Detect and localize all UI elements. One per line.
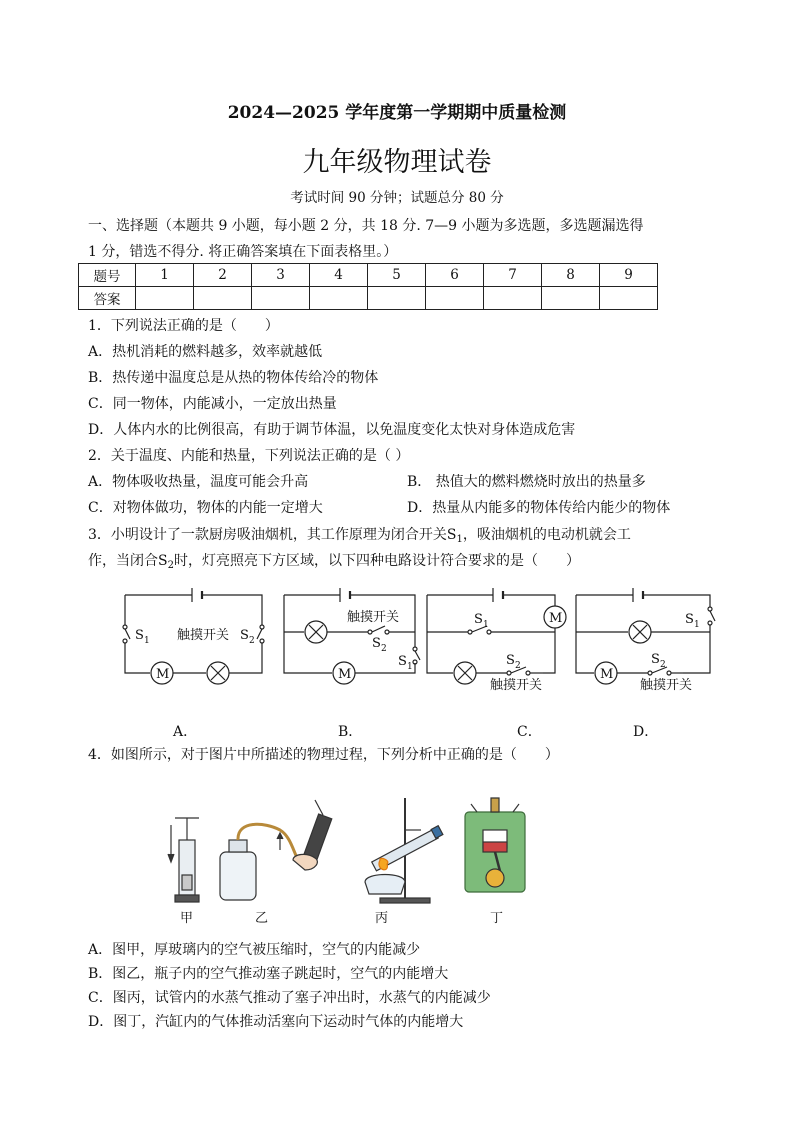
svg-text:S: S [240,628,249,643]
q3-option-a-label: A． [173,724,198,740]
circuit-b-labels [338,609,413,682]
svg-text:触摸开关: 触摸开关 [640,678,693,693]
q2-option-d: D．热量从内能多的物体传给内能少的物体 [407,500,671,516]
table-cell-number: 5 [368,264,426,287]
q4-option-b: B．图乙，瓶子内的空气推动塞子跳起时，空气的内能增大 [88,966,449,982]
compression-cylinder-icon [168,818,199,902]
q1-option-b: B．热传递中温度总是从热的物体传给冷的物体 [88,370,379,386]
q3-circuit-diagrams [110,585,730,695]
circuit-c-labels [474,611,562,693]
row-label-number: 题号 [79,264,136,287]
table-row-answers [79,287,658,310]
q3-stem-line1: 3．小明设计了一款厨房吸油烟机，其工作原理为闭合开关$S_1$，吸油烟机的电动机就会工 [88,527,631,545]
svg-text:M: M [600,667,614,682]
svg-text:S: S [685,612,694,627]
exam-info: 考试时间 90 分钟；试题总分 80 分 [290,190,504,206]
section-instruction-line2: 1 分，错选不得分. 将正确答案填在下面表格里。） [88,244,398,260]
answer-table [78,263,658,310]
section-instruction-line1: 一、选择题（本题共 9 小题，每小题 2 分，共 18 分. 7—9 小题为多选题，多选题漏选得 [88,218,644,234]
table-cell-number: 2 [194,264,252,287]
q2-stem: 2．关于温度、内能和热量，下列说法正确的是（ ） [88,448,410,464]
circuit-d-labels [600,612,700,693]
svg-text:1: 1 [694,620,700,630]
q1-stem: 1．下列说法正确的是（ ） [88,318,279,334]
svg-text:2: 2 [660,660,666,670]
svg-text:S: S [135,628,144,643]
svg-text:2: 2 [249,636,255,646]
svg-text:S: S [474,612,483,627]
bottle-pump-icon [220,800,332,900]
svg-text:M: M [549,611,563,626]
svg-text:S: S [651,652,660,667]
q3-option-b-label: B． [338,724,363,740]
circuit-c [427,588,566,684]
test-tube-burner-icon [365,798,443,903]
q3-option-c-label: C． [517,724,542,740]
figure-label-yi: 乙 [255,911,269,926]
answer-cell[interactable] [194,287,252,310]
svg-text:S: S [372,636,381,651]
svg-text:M: M [338,667,352,682]
svg-text:触摸开关: 触摸开关 [177,628,230,643]
svg-text:1: 1 [483,620,489,630]
svg-text:S: S [506,653,515,668]
figure-label-jia: 甲 [180,911,194,926]
table-cell-number: 3 [252,264,310,287]
engine-cylinder-icon [465,798,525,892]
table-cell-number: 4 [310,264,368,287]
figure-label-ding: 丁 [490,911,504,926]
exam-title: 九年级物理试卷 [302,147,492,178]
q2-option-a: A．物体吸收热量，温度可能会升高 [88,474,309,490]
q4-figure-labels [180,911,503,926]
svg-text:触摸开关: 触摸开关 [490,678,543,693]
svg-text:1: 1 [144,636,150,646]
table-cell-number: 6 [426,264,484,287]
exam-term-title: 2024—2025 学年度第一学期期中质量检测 [227,103,567,123]
table-row-numbers [79,264,658,287]
answer-cell[interactable] [426,287,484,310]
q3-stem-line2: 作，当闭合$S_2$时，灯亮照亮下方区域，以下四种电路设计符合要求的是（ ） [88,553,580,571]
q2-option-b: B． 热值大的燃料燃烧时放出的热量多 [407,474,646,490]
row-label-answer: 答案 [79,287,136,310]
q4-option-a: A．图甲，厚玻璃内的空气被压缩时，空气的内能减少 [88,942,421,958]
svg-text:1: 1 [407,662,413,672]
table-cell-number: 7 [484,264,542,287]
q1-option-c: C．同一物体，内能减小，一定放出热量 [88,396,337,412]
answer-cell[interactable] [368,287,426,310]
svg-text:触摸开关: 触摸开关 [347,610,400,625]
circuit-b [284,588,420,684]
table-cell-number: 8 [542,264,600,287]
q1-option-d: D．人体内水的比例很高，有助于调节体温，以免温度变化太快对身体造成危害 [88,422,576,438]
figure-label-bing: 丙 [375,911,389,926]
circuit-d [576,588,715,684]
q4-stem: 4．如图所示，对于图片中所描述的物理过程，下列分析中正确的是（ ） [88,747,559,763]
q2-option-c: C．对物体做功，物体的内能一定增大 [88,500,323,516]
table-cell-number: 9 [600,264,658,287]
answer-cell[interactable] [600,287,658,310]
svg-text:2: 2 [381,644,387,654]
q1-option-a: A．热机消耗的燃料越多，效率就越低 [88,344,323,360]
answer-cell[interactable] [310,287,368,310]
table-cell-number: 1 [136,264,194,287]
q4-option-d: D．图丁，汽缸内的气体推动活塞向下运动时气体的内能增大 [88,1014,464,1030]
svg-text:S: S [398,654,407,669]
q3-option-d-label: D． [633,724,659,740]
q4-option-c: C．图丙，试管内的水蒸气推动了塞子冲出时，水蒸气的内能减少 [88,990,491,1006]
answer-cell[interactable] [484,287,542,310]
q4-figures [165,790,545,935]
answer-cell[interactable] [136,287,194,310]
answer-cell[interactable] [542,287,600,310]
circuit-a-labels [135,627,255,682]
answer-cell[interactable] [252,287,310,310]
svg-text:M: M [156,667,170,682]
svg-text:2: 2 [515,661,521,671]
